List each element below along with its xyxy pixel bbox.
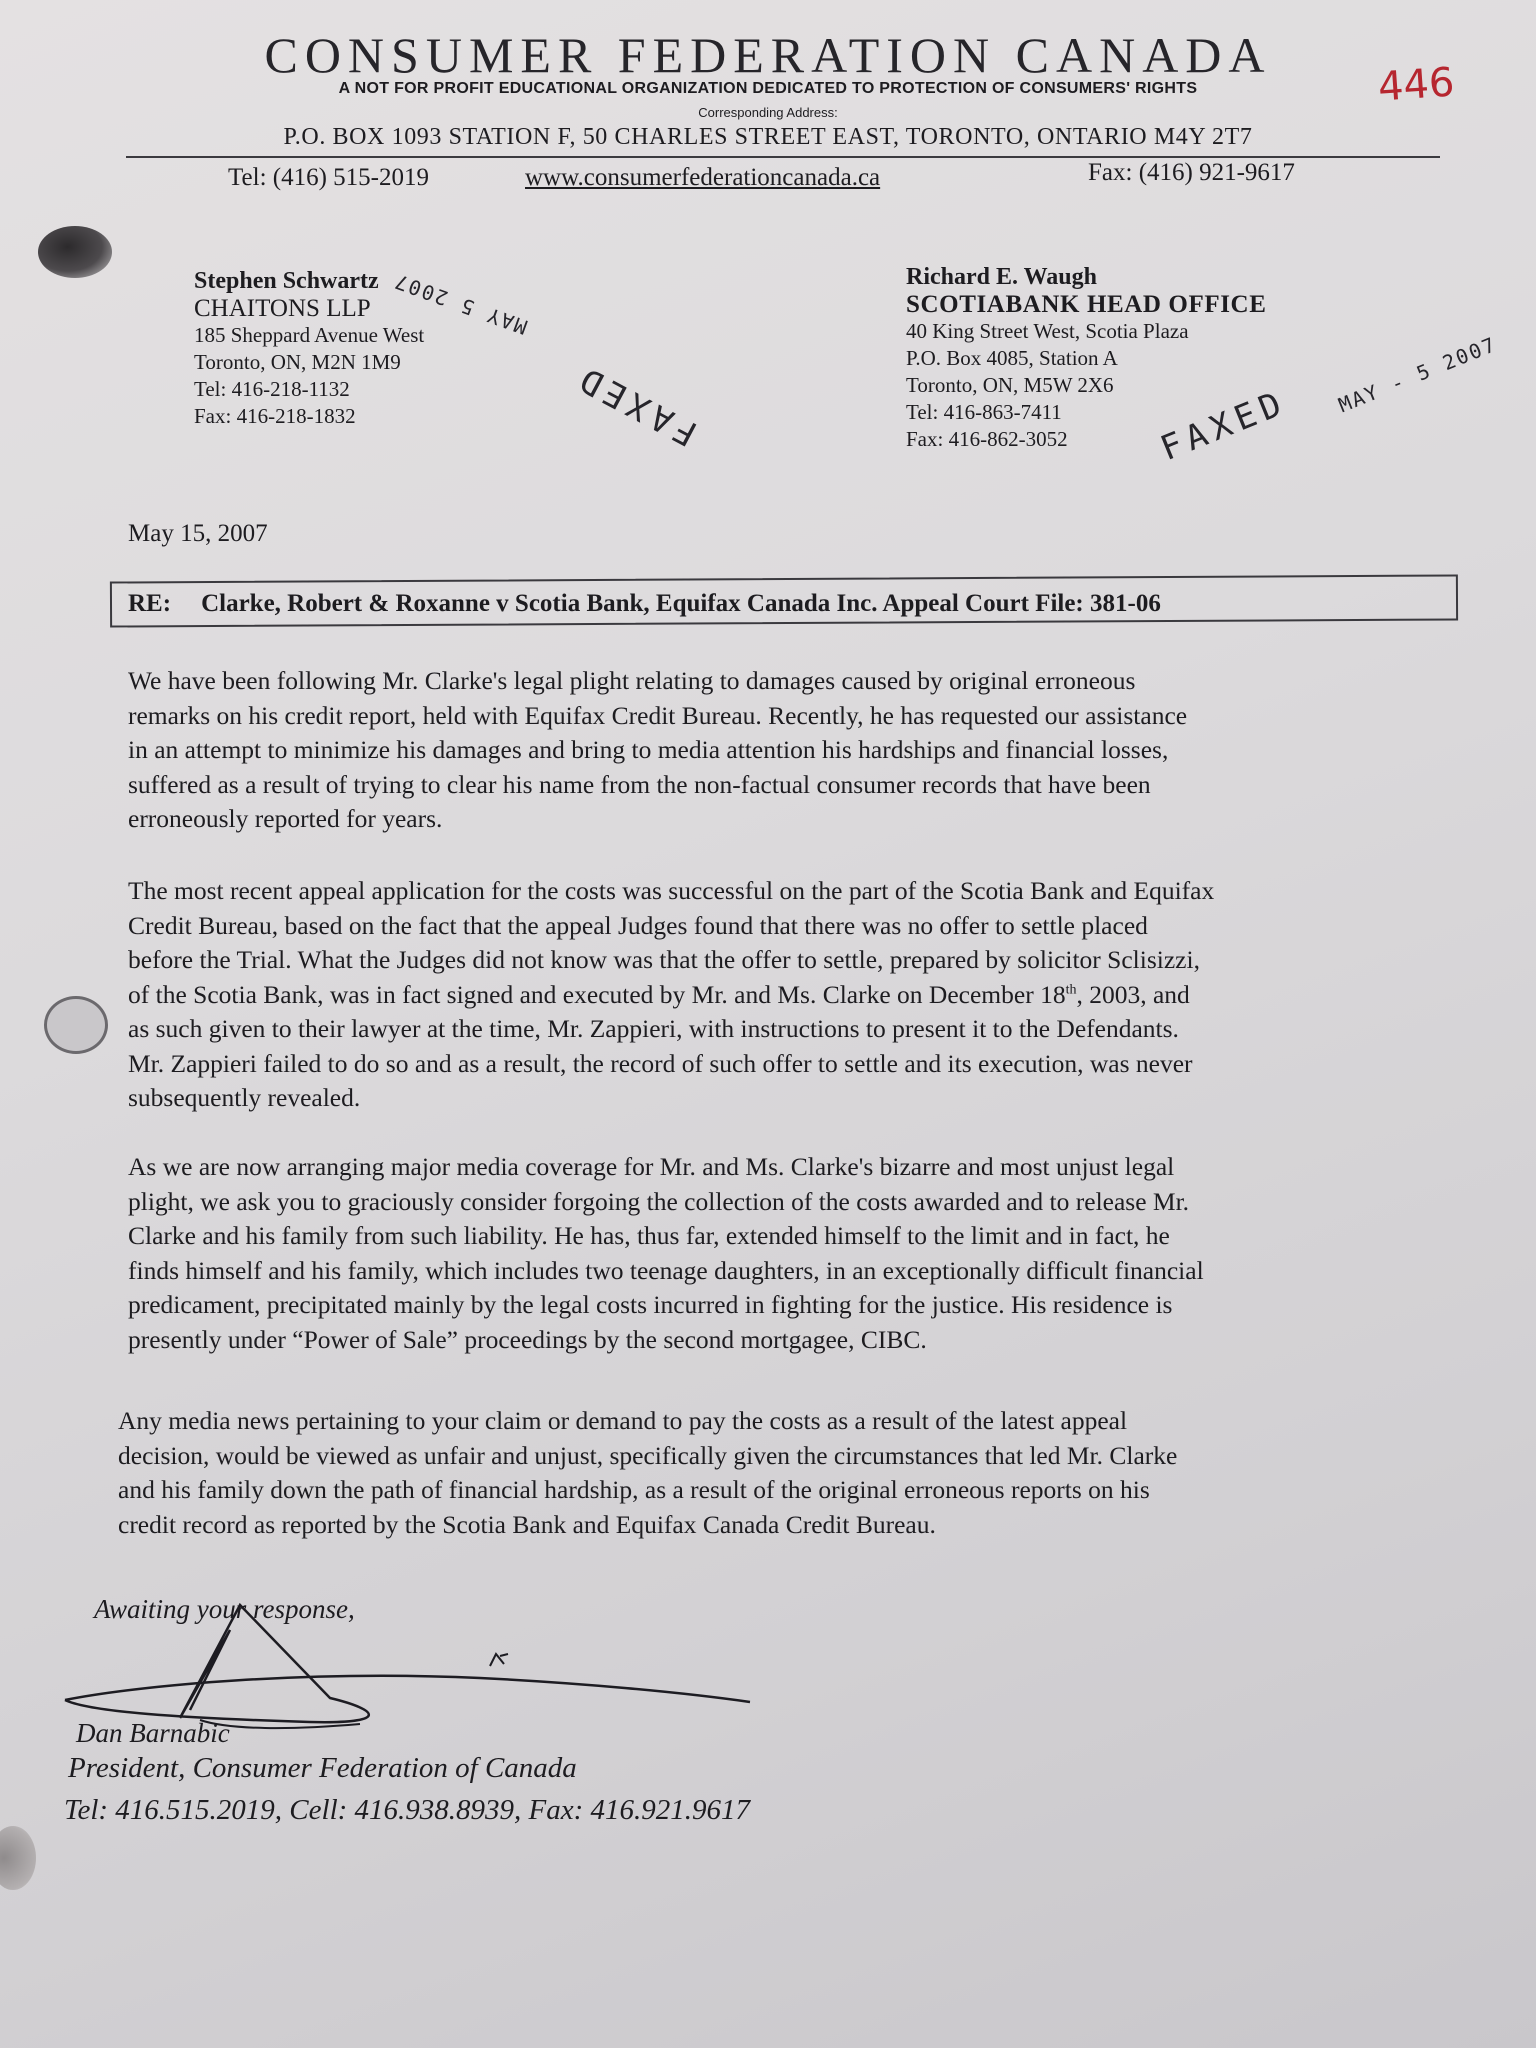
recipient-left-company: CHAITONS LLP [194,295,371,322]
body-paragraph-1 [128,664,1468,837]
signer-contact: Tel: 416.515.2019, Cell: 416.938.8939, Fax: 416.921.9617 [64,1794,751,1826]
corresponding-address-label: Corresponding Address: [698,105,838,120]
closing: Awaiting your response, [94,1594,355,1624]
punch-hole-top [38,226,112,278]
paragraph-line: presently under “Power of Sale” proceedings by the second mortgagee, CIBC. [128,1324,927,1354]
paragraph-line: Any media news pertaining to your claim or demand to pay the costs as a result of the latest appeal [118,1406,1128,1435]
handwritten-page-number: 446 [1376,59,1456,111]
paragraph-line: Clarke and his family from such liability. He has, thus far, extended himself to the limit and in fact, he [128,1221,1170,1250]
body-paragraph-3 [128,1150,1468,1357]
line-tail: , 2003, and [1076,979,1190,1009]
org-tagline: A NOT FOR PROFIT EDUCATIONAL ORGANIZATION DEDICATED TO PROTECTION OF CONSUMERS' RIGHTS [338,80,1198,97]
paragraph-line: in an attempt to minimize his damages and bring to media attention his hardships and financial losses, [128,735,1169,764]
paragraph-line: Mr. Zappieri failed to do so and as a result, the record of such offer to settle and its execution, was never [128,1048,1193,1078]
paragraph-line: As we are now arranging major media coverage for Mr. and Ms. Clarke's bizarre and most unjust legal [128,1152,1175,1181]
recipient-left-name: Stephen Schwartz [194,268,379,294]
paragraph-line: credit record as reported by the Scotia Bank and Equifax Canada Credit Bureau. [118,1509,936,1539]
paragraph-line: as such given to their lawyer at the time, Mr. Zappieri, with instructions to present it to the Defendants. [128,1014,1179,1043]
recipient-left-city: Toronto, ON, M2N 1M9 [194,350,401,374]
signer-title: President, Consumer Federation of Canada [68,1752,577,1784]
paragraph-line: We have been following Mr. Clarke's legal plight relating to damages caused by original erroneous [128,666,1136,695]
paragraph-line: The most recent appeal application for the costs was successful on the part of the Scotia Bank and Equifax [128,876,1215,905]
body-paragraph-2 [128,874,1468,1116]
paragraph-line: finds himself and his family, which includes two teenage daughters, in an exceptionally difficult financial [128,1255,1204,1285]
recipient-right-company: SCOTIABANK HEAD OFFICE [906,291,1267,318]
recipient-right-box: P.O. Box 4085, Station A [906,346,1118,370]
signer-name: Dan Barnabic [76,1718,230,1748]
paragraph-line: erroneously reported for years. [128,804,443,833]
paragraph-line: predicament, precipitated mainly by the legal costs incurred in fighting for the justice. His residence is [128,1290,1173,1319]
paragraph-line: subsequently revealed. [128,1083,361,1112]
paragraph-line: remarks on his credit report, held with Equifax Credit Bureau. Recently, he has requested our assistance [128,700,1188,730]
paragraph-line: plight, we ask you to graciously consider forgoing the collection of the costs awarded and to release Mr. [128,1186,1190,1216]
line-text: of the Scotia Bank, was in fact signed and executed by Mr. and Ms. Clarke on December 18 [128,979,1066,1009]
paragraph-line: decision, would be viewed as unfair and unjust, specifically given the circumstances that led Mr. Clarke [118,1440,1178,1470]
letterhead-divider [126,156,1440,158]
punch-hole-middle [44,996,108,1054]
re-line [128,590,1161,618]
paragraph-line [128,978,1468,1013]
re-label: RE: [128,590,172,617]
punch-hole-bottom [0,1826,36,1890]
recipient-right-city: Toronto, ON, M5W 2X6 [906,373,1114,397]
recipient-right-tel: Tel: 416-863-7411 [906,400,1062,424]
recipient-right-fax: Fax: 416-862-3052 [906,427,1068,451]
org-website-link[interactable]: www.consumerfederationcanada.ca [525,164,881,191]
org-fax: Fax: (416) 921-9617 [1088,159,1295,186]
faxed-stamp-right-date: MAY - 5 2007 [1335,331,1501,418]
ordinal-suffix: th [1065,982,1077,997]
body-paragraph-4 [118,1404,1458,1542]
paragraph-line: suffered as a result of trying to clear his name from the non-factual consumer records that have been [128,769,1151,799]
recipient-left-fax: Fax: 416-218-1832 [194,404,356,428]
faxed-stamp-left-date: MAY 5 2007 [390,268,531,340]
recipient-right-street: 40 King Street West, Scotia Plaza [906,319,1189,343]
org-tel: Tel: (416) 515-2019 [228,164,429,191]
recipient-left [194,268,424,430]
recipient-left-street: 185 Sheppard Avenue West [194,323,425,347]
org-address: P.O. BOX 1093 STATION F, 50 CHARLES STREET EAST, TORONTO, ONTARIO M4Y 2T7 [283,124,1253,150]
re-subject: Clarke, Robert & Roxanne v Scotia Bank, Equifax Canada Inc. Appeal Court File: 381-06 [201,590,1161,617]
faxed-stamp-right: FAXED [1155,382,1293,470]
org-name: CONSUMER FEDERATION CANADA [264,27,1272,83]
recipient-right-name: Richard E. Waugh [906,264,1097,290]
paragraph-line: Credit Bureau, based on the fact that the appeal Judges found that there was no offer to settle placed [128,910,1148,940]
paragraph-line: and his family down the path of financial hardship, as a result of the original erroneous reports on his [118,1475,1150,1504]
faxed-stamp-left: FAXED [568,356,705,454]
paragraph-line: before the Trial. What the Judges did not know was that the offer to settle, prepared by solicitor Sclisizzi, [128,945,1200,974]
letter-date: May 15, 2007 [128,520,268,547]
recipient-left-tel: Tel: 416-218-1132 [194,377,350,401]
